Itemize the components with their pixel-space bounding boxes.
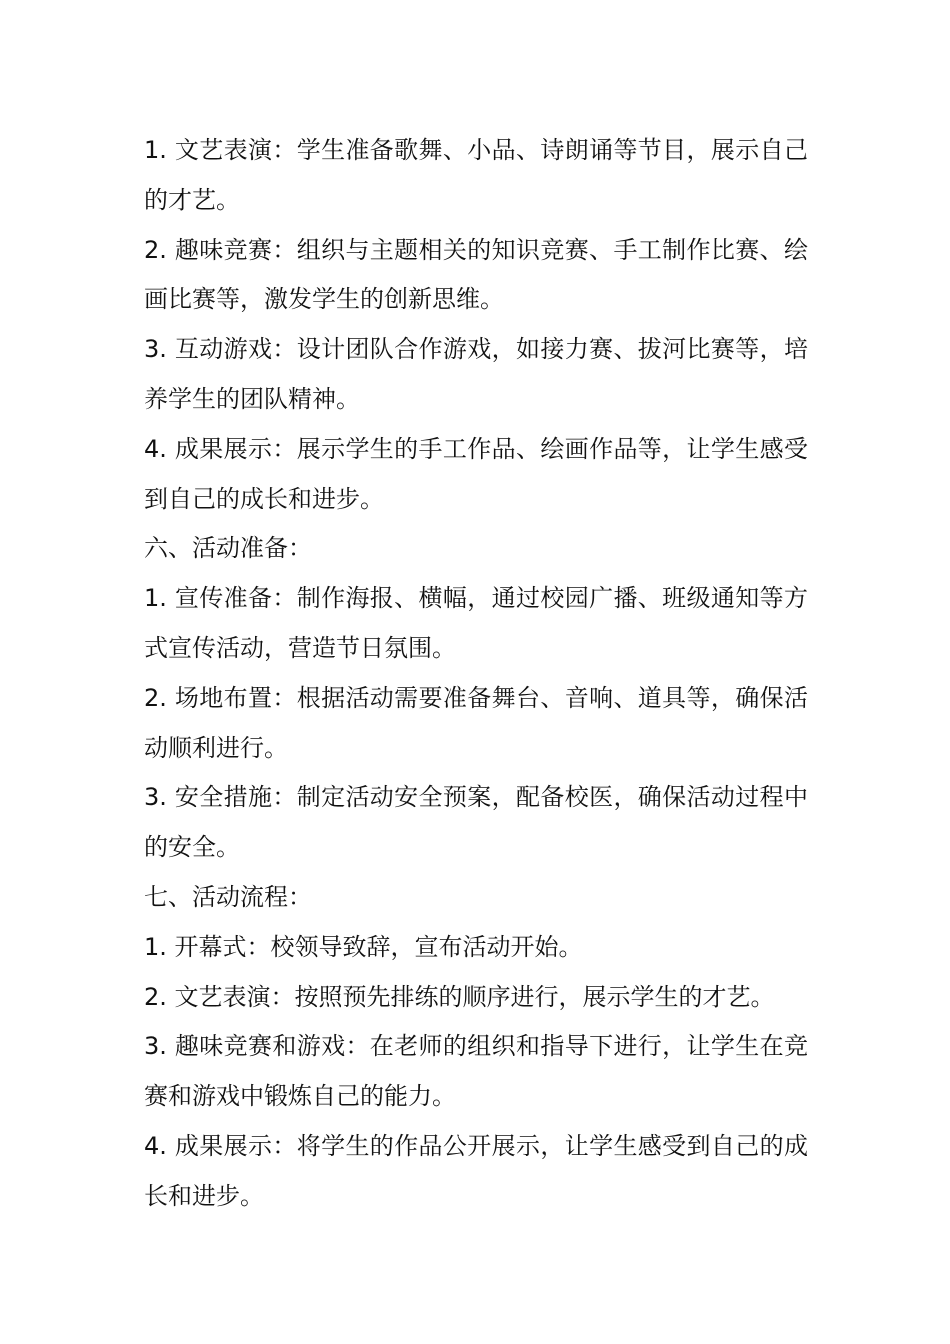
section-heading-preparation: 六、活动准备：	[144, 534, 312, 563]
list-item-showcase: 4. 成果展示：展示学生的手工作品、绘画作品等，让学生感受到自己的成长和进步。	[144, 434, 808, 513]
section-heading-process: 七、活动流程：	[144, 882, 312, 911]
list-item-games: 3. 互动游戏：设计团队合作游戏，如接力赛、拔河比赛等，培养学生的团队精神。	[144, 335, 808, 413]
list-item-results-display: 4. 成果展示：将学生的作品公开展示，让学生感受到自己的成长和进步。	[144, 1131, 808, 1210]
list-item-publicity: 1. 宣传准备：制作海报、横幅，通过校园广播、班级通知等方式宣传活动，营造节日氛围。	[144, 584, 808, 662]
document-body	[144, 126, 808, 1222]
list-item-venue: 2. 场地布置：根据活动需要准备舞台、音响、道具等，确保活动顺利进行。	[144, 683, 808, 762]
list-item-competition-games: 3. 趣味竞赛和游戏：在老师的组织和指导下进行，让学生在竞赛和游戏中锻炼自己的能力。	[144, 1032, 808, 1111]
list-item-competition: 2. 趣味竞赛：组织与主题相关的知识竞赛、手工制作比赛、绘画比赛等，激发学生的创新思维。	[144, 235, 808, 314]
list-item-safety: 3. 安全措施：制定活动安全预案，配备校医，确保活动过程中的安全。	[144, 783, 808, 862]
list-item-opening: 1. 开幕式：校领导致辞，宣布活动开始。	[144, 932, 583, 961]
list-item-performance-order: 2. 文艺表演：按照预先排练的顺序进行，展示学生的才艺。	[144, 982, 775, 1011]
list-item-performance: 1. 文艺表演：学生准备歌舞、小品、诗朗诵等节目，展示自己的才艺。	[144, 136, 808, 214]
